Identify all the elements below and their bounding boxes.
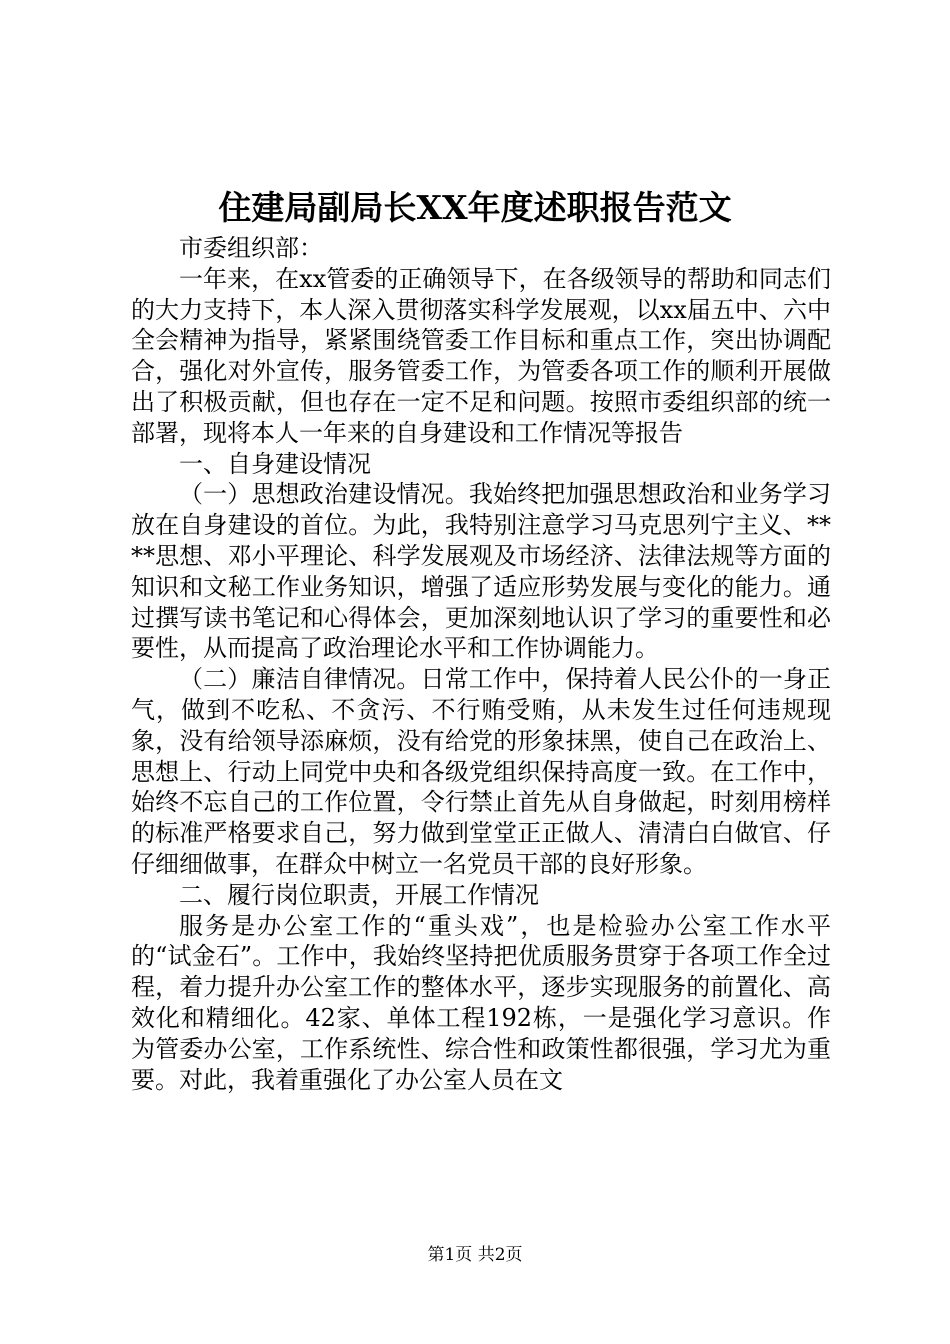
section-heading-1: 一、自身建设情况 (179, 449, 371, 478)
document-body (131, 233, 831, 1095)
subsection-paragraph-1: （一）思想政治建设情况。我始终把加强思想政治和业务学习放在自身建设的首位。为此，我特别注意学习马克思列宁主义、****思想、邓小平理论、科学发展观及市场经济、法律法规等方面的知识和文秘工作业务知识，增强了适应形势发展与变化的能力。通过撰写读书笔记和心得体会，更加深刻地认识了学习的重要性和必要性，从而提高了政治理论水平和工作协调能力。 (131, 480, 831, 663)
document-title: 住建局副局长XX年度述职报告范文 (218, 188, 732, 227)
subsection-paragraph-2: （二）廉洁自律情况。日常工作中，保持着人民公仆的一身正气，做到不吃私、不贪污、不行贿受贿，从未发生过任何违规现象，没有给领导添麻烦，没有给党的形象抹黑，使自己在政治上、思想上、行动上同党中央和各级党组织保持高度一致。在工作中，始终不忘自己的工作位置，令行禁止首先从自身做起，时刻用榜样的标准严格要求自己，努力做到堂堂正正做人、清清白白做官、仔仔细细做事，在群众中树立一名党员干部的良好形象。 (131, 665, 831, 878)
page-footer: 第1页 共2页 (427, 1245, 523, 1265)
salutation-paragraph: 市委组织部： (179, 234, 323, 262)
service-paragraph: 服务是办公室工作的“重头戏”，也是检验办公室工作水平的“试金石”。工作中，我始终坚持把优质服务贯穿于各项工作全过程，着力提升办公室工作的整体水平，逐步实现服务的前置化、高效化和精细化。42家、单体工程192栋，一是强化学习意识。作为管委办公室，工作系统性、综合性和政策性都很强，学习尤为重要。对此，我着重强化了办公室人员在文 (131, 911, 831, 1094)
intro-paragraph: 一年来，在xx管委的正确领导下，在各级领导的帮助和同志们的大力支持下，本人深入贯彻落实科学发展观，以xx届五中、六中全会精神为指导，紧紧围绕管委工作目标和重点工作，突出协调配合，强化对外宣传，服务管委工作，为管委各项工作的顺利开展做出了积极贡献，但也存在一定不足和问题。按照市委组织部的统一部署，现将本人一年来的自身建设和工作情况等报告 (131, 264, 831, 447)
section-heading-2: 二、履行岗位职责，开展工作情况 (179, 880, 539, 909)
